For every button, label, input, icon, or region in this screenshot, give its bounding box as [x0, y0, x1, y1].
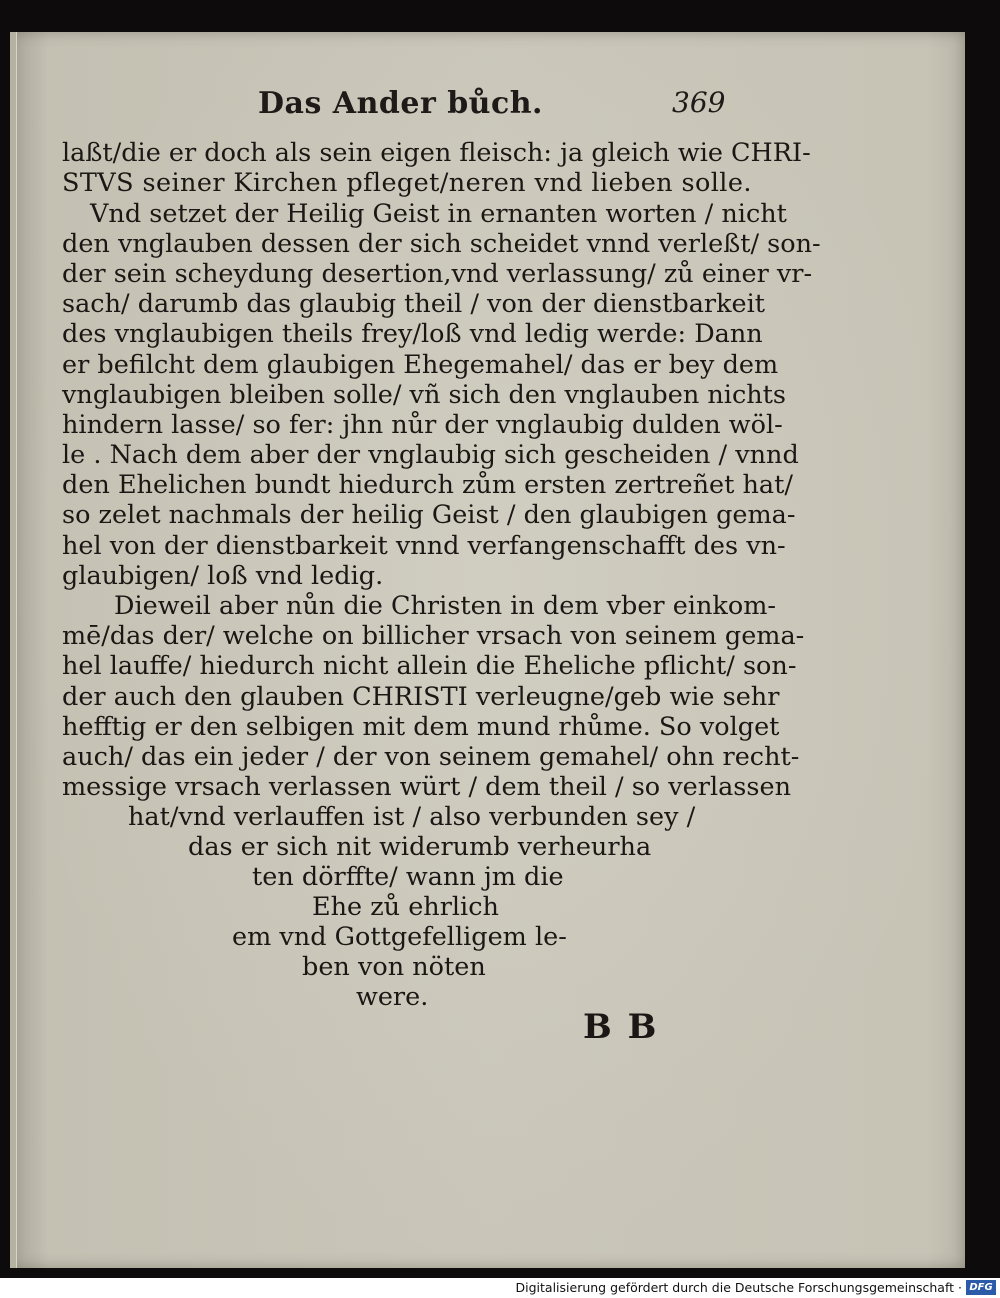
digitization-credit: Digitalisierung gefördert durch die Deutsche Forschungsgemeinschaft ·: [515, 1280, 962, 1295]
text-line: sach/ darumb das glaubig theil / von der dienstbarkeit: [62, 289, 766, 319]
text-line: were.: [356, 982, 429, 1012]
text-line: des vnglaubigen theils frey/loß vnd ledig werde: Dann: [62, 319, 763, 349]
text-line: hel von der dienstbarkeit vnnd verfangenschafft des vn-: [62, 531, 786, 561]
text-line: hefftig er den selbigen mit dem mund rhůme. So volget: [62, 712, 780, 742]
text-line: mē/das der/ welche on billicher vrsach von seinem gema-: [62, 621, 805, 651]
footer-bar: [0, 1278, 1000, 1298]
running-head: Das Ander bůch.: [258, 86, 543, 121]
text-line: le . Nach dem aber der vnglaubig sich gescheiden / vnnd: [62, 440, 799, 470]
text-line: der auch den glauben CHRISTI verleugne/geb wie sehr: [62, 682, 780, 712]
text-line: ben von nöten: [302, 952, 486, 982]
dfg-logo: DFG: [966, 1280, 996, 1295]
text-line: STVS seiner Kirchen pfleget/neren vnd lieben solle.: [62, 168, 752, 198]
text-line: vnglaubigen bleiben solle/ vñ sich den vnglauben nichts: [62, 380, 786, 410]
text-line: hindern lasse/ so fer: jhn nůr der vnglaubig dulden wöl-: [62, 410, 783, 440]
text-line: Vnd setzet der Heilig Geist in ernanten worten / nicht: [90, 199, 787, 229]
text-line: hel lauffe/ hiedurch nicht allein die Eheliche pflicht/ son-: [62, 651, 797, 681]
text-line: er befilcht dem glaubigen Ehegemahel/ das er bey dem: [62, 350, 779, 380]
text-line: so zelet nachmals der heilig Geist / den glaubigen gema-: [62, 500, 796, 530]
text-line: em vnd Gottgefelligem le-: [232, 922, 567, 952]
text-line: ten dörffte/ wann jm die: [252, 862, 564, 892]
text-line: den Ehelichen bundt hiedurch zům ersten zertreñet hat/: [62, 470, 793, 500]
signature-mark: B B: [583, 1007, 659, 1047]
text-line: laßt/die er doch als sein eigen fleisch: ja gleich wie CHRI-: [62, 138, 811, 168]
text-line: hat/vnd verlauffen ist / also verbunden sey /: [128, 802, 696, 832]
text-line: messige vrsach verlassen würt / dem theil / so verlassen: [62, 772, 791, 802]
text-line: das er sich nit widerumb verheurha: [188, 832, 652, 862]
page-number: 369: [672, 86, 726, 119]
text-line: den vnglauben dessen der sich scheidet vnnd verleßt/ son-: [62, 229, 821, 259]
text-line: Dieweil aber nůn die Christen in dem vber einkom-: [114, 591, 776, 621]
text-line: der sein scheydung desertion,vnd verlassung/ zů einer vr-: [62, 259, 813, 289]
page-edge: [10, 32, 17, 1268]
text-line: glaubigen/ loß vnd ledig.: [62, 561, 384, 591]
text-line: Ehe zů ehrlich: [312, 892, 499, 922]
text-line: auch/ das ein jeder / der von seinem gemahel/ ohn recht-: [62, 742, 800, 772]
